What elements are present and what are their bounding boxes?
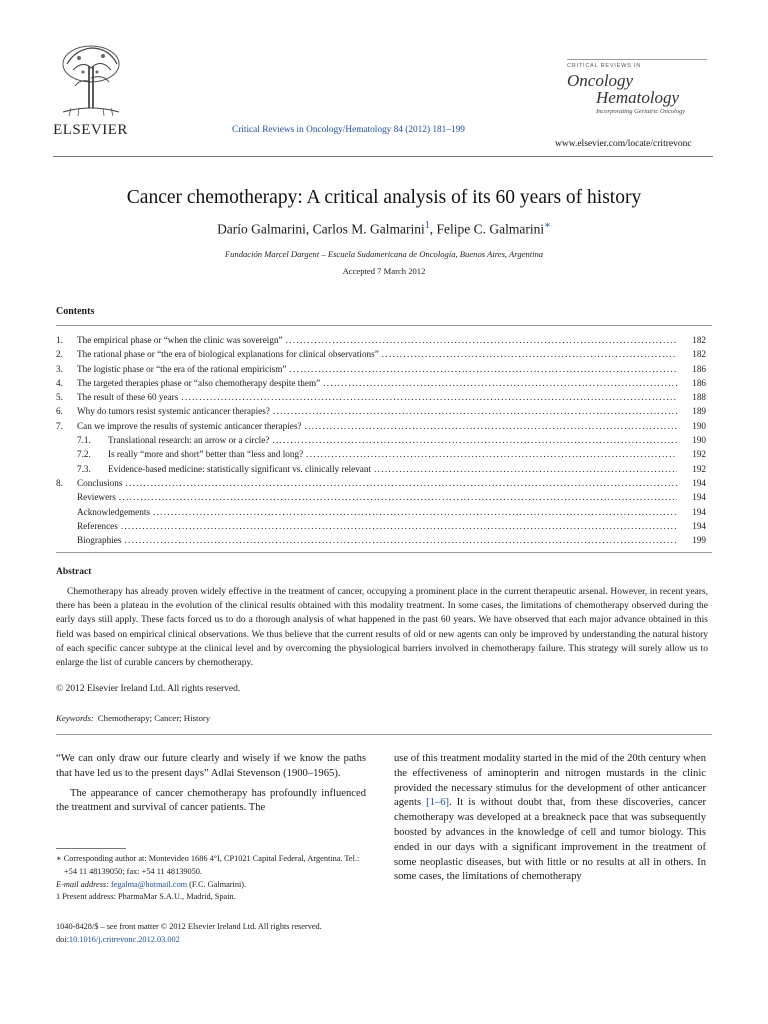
toc-item-title: Is really “more and short” better than “less and long? [108,449,304,460]
toc-item-title: References [77,520,118,531]
contents-bottom-divider [56,552,712,553]
email-suffix: (F.C. Galmarini). [187,879,247,889]
table-of-contents [56,333,706,547]
contents-heading: Contents [56,306,95,317]
toc-item-title: Translational research: an arrow or a circle? [108,435,270,446]
toc-item-number: 5. [56,392,63,403]
corresponding-author-mark[interactable]: ∗ [544,220,551,231]
toc-leader [119,490,677,504]
toc-subitem[interactable] [56,433,706,447]
toc-item-number: 6. [56,406,63,417]
article-title: Cancer chemotherapy: A critical analysis of its 60 years of history [126,187,642,208]
abstract-divider [56,734,712,735]
journal-masthead [567,63,717,115]
corresponding-author-footnote: ∗ Corresponding author at: Montevideo 1686 4°I, CP1021 Capital Federal, Argentina. Tel.: +54 11 48139050; fax: +54 11 48139050. [56,854,360,876]
divider [567,59,707,60]
toc-item-number: 8. [56,477,63,488]
masthead-name-line2: Hematology [596,88,680,107]
toc-item-page: 186 [692,363,706,374]
toc-leader [181,390,677,404]
keywords-label: Keywords: [56,713,94,723]
toc-item-number: 7.1. [77,435,91,446]
abstract-heading: Abstract [56,567,92,577]
toc-item-page: 186 [692,377,706,388]
toc-item[interactable] [56,333,706,347]
toc-item-page: 194 [692,506,706,517]
masthead-top-line: CRITICAL REVIEWS IN [567,63,641,69]
toc-leader [289,362,677,376]
toc-item-number: 7.3. [77,463,91,474]
email-footnote [56,879,371,892]
footnotes [56,853,371,904]
abstract-text: Chemotherapy has already proven widely effective in the treatment of cancer, occupying a prominent place in the current therapeutic arsenal. However, in recent years, there has been a plateau in the evolution of the clinical results obtained with this modality treatment. In some cases, the limitations of chemotherapy observed during the early days still apply. These facts forced us to do a thorough analysis of what happened in the past 60 years. We have observed that each major advance obtained in this field was based on empirical clinical observations. We thus believe that the current results of old or new agents can only be improved by understanding the natural history of each specific cancer subtype at the clinical level and by overcoming the physiological barriers involved in chemotherapy failure. This strategy will surely allow us to enlarge the list of curable cancers by chemotherapy. [56,587,708,669]
toc-leader [305,419,677,433]
toc-item-title: Acknowledgements [77,506,150,517]
toc-leader [124,533,677,547]
toc-item-title: The result of these 60 years [77,392,179,403]
author-affiliation-mark[interactable]: 1 [424,220,430,231]
toc-item[interactable] [56,490,706,504]
citation-link[interactable]: [1–6] [426,797,450,809]
toc-subitem[interactable] [56,462,706,476]
toc-leader [273,404,677,418]
toc-leader [272,433,677,447]
toc-item-number: 2. [56,349,63,360]
toc-item-page: 182 [692,349,706,360]
toc-item-title: Conclusions [77,477,123,488]
keywords [56,713,210,723]
toc-item-title: Can we improve the results of systemic anticancer therapies? [77,420,302,431]
toc-item[interactable] [56,362,706,376]
toc-item[interactable] [56,505,706,519]
toc-item-page: 194 [692,520,706,531]
doi-line [56,934,416,947]
email-link[interactable]: fegalma@hotmail.com [111,879,188,889]
toc-item-page: 189 [692,406,706,417]
toc-item[interactable] [56,347,706,361]
toc-item-page: 194 [692,492,706,503]
toc-item-page: 199 [692,535,706,546]
body-right-column [394,752,706,885]
body-left-column [56,752,366,816]
author-list [0,220,768,238]
masthead-name-line1: Oncology [567,71,634,90]
toc-leader [153,505,677,519]
footnote-divider [56,848,126,849]
present-address-footnote: 1 Present address: PharmaMar S.A.U., Madrid, Spain. [56,892,236,902]
toc-item-page: 194 [692,477,706,488]
toc-item[interactable] [56,404,706,418]
toc-item[interactable] [56,476,706,490]
toc-item-page: 188 [692,392,706,403]
toc-item-number: 1. [56,335,63,345]
doi-label: doi: [56,934,69,944]
toc-item[interactable] [56,376,706,390]
toc-leader [286,333,677,347]
email-label: E-mail address: [56,879,109,889]
journal-website-link[interactable]: www.elsevier.com/locate/critrevonc [555,139,692,149]
accepted-date: Accepted 7 March 2012 [342,266,426,276]
toc-item-page: 182 [692,335,706,345]
contents-top-divider [56,325,712,326]
toc-subitem[interactable] [56,447,706,461]
abstract-copyright: © 2012 Elsevier Ireland Ltd. All rights reserved. [56,684,241,694]
toc-item[interactable] [56,519,706,533]
toc-leader [125,476,677,490]
toc-item-page: 192 [692,463,706,474]
body-paragraph [394,752,706,885]
toc-item-title: The targeted therapies phase or “also chemotherapy despite them” [77,377,321,388]
body-paragraph: The appearance of cancer chemotherapy has profoundly influenced the treatment and survival of cancer patients. The [56,787,366,814]
journal-citation-link[interactable]: Critical Reviews in Oncology/Hematology 84 (2012) 181–199 [232,125,465,135]
front-matter [56,921,416,947]
toc-leader [306,447,677,461]
toc-item-title: Evidence-based medicine: statistically significant vs. clinically relevant [108,463,372,474]
epigraph-quote: “We can only draw our future clearly and wisely if we know the paths that have led us to the present days” Adlai Stevenson (1900–1965). [56,753,366,779]
affiliation: Fundación Marcel Dargent – Escuela Sudamericana de Oncología, Buenos Aires, Argentina [224,249,544,259]
toc-item-title: Biographies [77,535,122,546]
toc-item-page: 192 [692,449,706,460]
body-text: use of this treatment modality started in the mid of the 20th century when the effectiveness of aminopterin and nitrogen mustards in the clinic provided the necessary stimulus for the development of other anticancer agents [394,753,706,809]
toc-item-number: 7.2. [77,449,91,460]
toc-item[interactable] [56,390,706,404]
masthead-subtitle: Incorporating Geriatric Oncology [596,108,686,115]
toc-leader [374,462,677,476]
toc-item-page: 190 [692,420,706,431]
toc-item-page: 190 [692,435,706,446]
publisher-name: ELSEVIER [53,122,128,138]
toc-item[interactable] [56,533,706,547]
body-text: . It is without doubt that, from these discoveries, cancer chemotherapy was developed at a breakneck pace that was subsequently boosted by advances in the knowledge of cell and tumor biology. This ended in our days with a significant improvement in the treatment of some neoplastic diseases, but with little or no results at all in others. In some cases, the limitations of chemotherapy [394,797,706,883]
toc-leader [323,376,677,390]
toc-item-number: 7. [56,420,63,431]
toc-item-title: Reviewers [77,492,116,503]
toc-item-number: 4. [56,377,63,388]
header-divider [53,156,713,157]
front-matter-line: 1040-8428/$ – see front matter © 2012 Elsevier Ireland Ltd. All rights reserved. [56,922,322,931]
toc-leader [121,519,677,533]
doi-link[interactable]: 10.1016/j.critrevonc.2012.03.002 [68,934,180,944]
toc-item-number: 3. [56,363,63,374]
toc-item[interactable] [56,419,706,433]
toc-leader [382,347,677,361]
keywords-list: Chemotherapy; Cancer; History [97,713,211,723]
toc-item-title: The rational phase or “the era of biological explanations for clinical observations” [77,349,379,360]
toc-item-title: The logistic phase or “the era of the rational empiricism” [77,363,287,374]
authors-part1: Darío Galmarini, Carlos M. Galmarini [217,221,425,237]
toc-item-title: The empirical phase or “when the clinic was sovereign” [77,335,283,345]
authors-part2: , Felipe C. Galmarini [429,221,545,237]
toc-item-title: Why do tumors resist systemic anticancer therapies? [77,406,270,417]
